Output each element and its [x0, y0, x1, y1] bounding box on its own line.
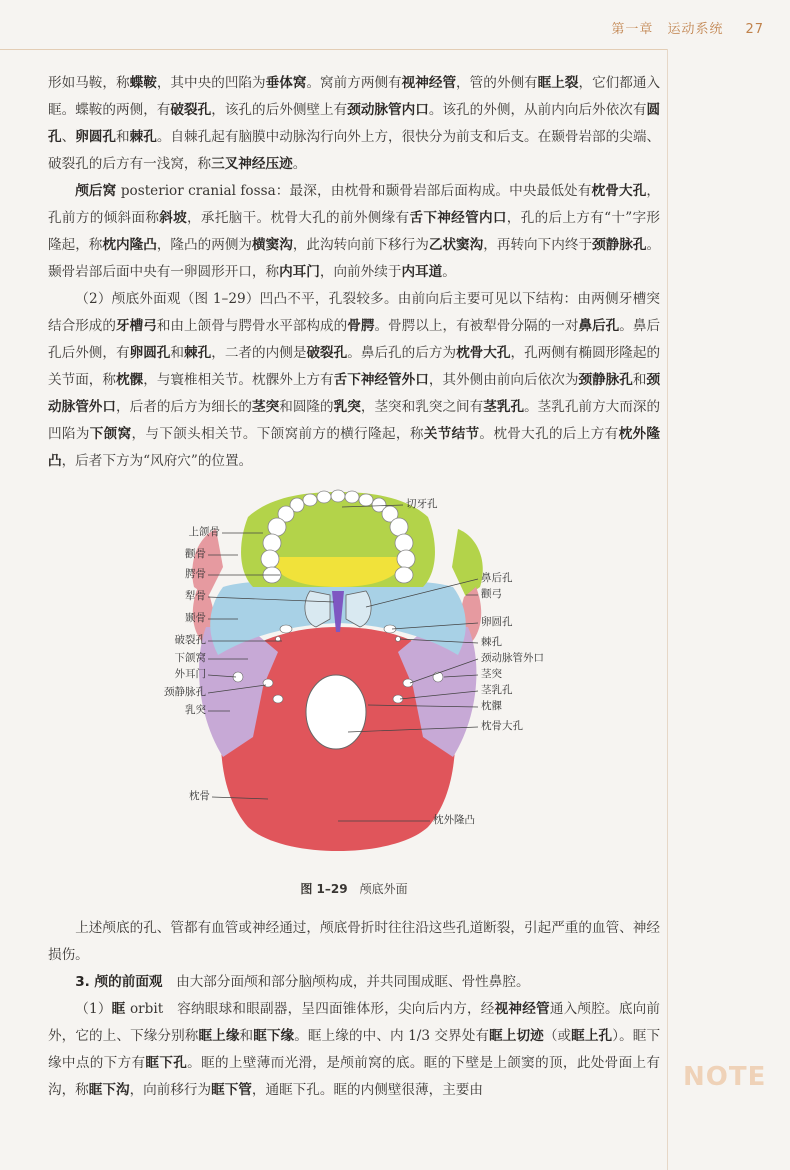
zygomatic-right [452, 529, 483, 597]
label-zygomatic-arch: 颧弓 [481, 588, 502, 600]
paragraph-skull-base-external: （2）颅底外面观（图 1–29）凹凸不平，孔裂较多。由前向后主要可见以下结构：由两侧牙槽突结合形成的牙槽弓和由上颌骨与腭骨水平部构成的骨腭。骨腭以上，有被犁骨分隔的一对鼻后孔。鼻后孔后外侧，有卵圆孔和棘孔，二者的内侧是破裂孔。鼻后孔的后方为枕骨大孔，孔两侧有椭圆形隆起的关节面，称枕髁，与寰椎相关节。枕髁外上方有舌下神经管外口，其外侧由前向后依次为颈静脉孔和颈动脉管外口，后者的后方为细长的茎突和圆隆的乳突，茎突和乳突之间有茎乳孔。茎乳孔前方大而深的凹陷为下颌窝，与下颌头相关节。下颌窝前方的横行隆起，称关节结节。枕骨大孔的后上方有枕外隆凸，后者下方为“风府穴”的位置。 [48, 291, 661, 469]
label-occipital: 枕骨 [189, 790, 210, 802]
paragraph-anterior-view: 3. 颅的前面观 由大部分面颅和部分脑颅构成，并共同围成眶、骨性鼻腔。 [75, 974, 530, 990]
label-external-acoustic-meatus: 外耳门 [174, 668, 206, 680]
note-margin-mark: NOTE [683, 1062, 767, 1092]
label-foramen-spinosum: 棘孔 [481, 636, 502, 648]
paragraph-fracture-note: 上述颅底的孔、管都有血管或神经通过，颅底骨折时往往沿这些孔道断裂，引起严重的血管、神经损伤。 [48, 920, 660, 963]
posterior-nasal-aperture-left [305, 591, 330, 627]
figure-skull-base [48, 487, 660, 872]
chapter-title: 运动系统 [667, 22, 724, 37]
chapter-number: 第一章 [611, 22, 654, 37]
label-mastoid-process: 乳突 [185, 704, 206, 716]
label-foramen-magnum: 枕骨大孔 [481, 720, 523, 732]
margin-rule [667, 49, 668, 1170]
label-occipital-condyle: 枕髁 [481, 700, 502, 712]
paragraph-1: 形如马鞍，称蝶鞍，其中央的凹陷为垂体窝。窝前方两侧有视神经管，管的外侧有眶上裂，它们都通入眶。蝶鞍的两侧，有破裂孔，该孔的后外侧壁上有颈动脉管内口。该孔的外侧，从前内向后外依次有圆孔、卵圆孔和棘孔。自棘孔起有脑膜中动脉沟行向外上方，很快分为前支和后支。在颞骨岩部的尖端、破裂孔的后方有一浅窝，称三叉神经压迹。 [48, 75, 661, 172]
label-vomer: 犁骨 [185, 590, 206, 602]
paragraph-posterior-fossa: 颅后窝 posterior cranial fossa：最深，由枕骨和颞骨岩部后面构成。中央最低处有枕骨大孔，孔前方的倾斜面称斜坡，承托脑干。枕骨大孔的前外侧缘有舌下神经管内口，孔的后上方有“十”字形隆起，称枕内隆凸，隆凸的两侧为横窦沟，此沟转向前下移行为乙状窦沟，再转向下内终于颈静脉孔。颞骨岩部后面中央有一卵圆形开口，称内耳门，向前外续于内耳道。 [48, 183, 661, 280]
page-body [48, 70, 660, 1104]
label-foramen-lacerum: 破裂孔 [174, 634, 206, 646]
label-maxilla: 上颌骨 [188, 526, 220, 538]
label-carotid-canal-external: 颈动脉管外口 [481, 652, 544, 664]
label-temporal: 颞骨 [185, 612, 206, 624]
figure-caption [48, 876, 660, 903]
page-number: 27 [745, 22, 764, 37]
label-stylomastoid-foramen: 茎乳孔 [481, 684, 513, 696]
label-zygomatic: 颧骨 [185, 548, 206, 560]
running-header [611, 18, 764, 37]
label-incisive-foramen: 切牙孔 [406, 498, 438, 510]
paragraph-orbit: （1）眶 orbit 容纳眼球和眼副器，呈四面锥体形，尖向后内方，经视神经管通入颅腔。底向前外，它的上、下缘分别称眶上缘和眶下缘。眶上缘的中、内 1/3 交界处有眶上切迹（或眶上孔）。眶下缘中点的下方有眶下孔。眶的上壁薄而光滑，是颅前窝的底。眶的下壁是上颌窦的顶，此处骨面上有沟，称眶下沟，向前移行为眶下管，通眶下孔。眶的内侧壁很薄，主要由 [48, 1001, 661, 1098]
posterior-nasal-aperture-right [346, 591, 371, 627]
label-jugular-foramen: 颈静脉孔 [164, 686, 206, 698]
caption-text: 颅底外面 [359, 882, 408, 896]
label-mandibular-fossa: 下颌窝 [174, 652, 206, 664]
caption-number: 图 1–29 [300, 882, 348, 896]
label-choanae: 鼻后孔 [481, 572, 513, 584]
label-foramen-ovale: 卵圆孔 [481, 616, 513, 628]
label-palatine: 腭骨 [185, 568, 206, 580]
skull-base-illustration [48, 487, 660, 872]
header-rule [0, 49, 668, 50]
label-external-occipital-protuberance: 枕外隆凸 [433, 814, 475, 826]
zygomatic-left [192, 529, 223, 597]
label-styloid-process: 茎突 [481, 668, 502, 680]
foramen-magnum [306, 675, 366, 749]
